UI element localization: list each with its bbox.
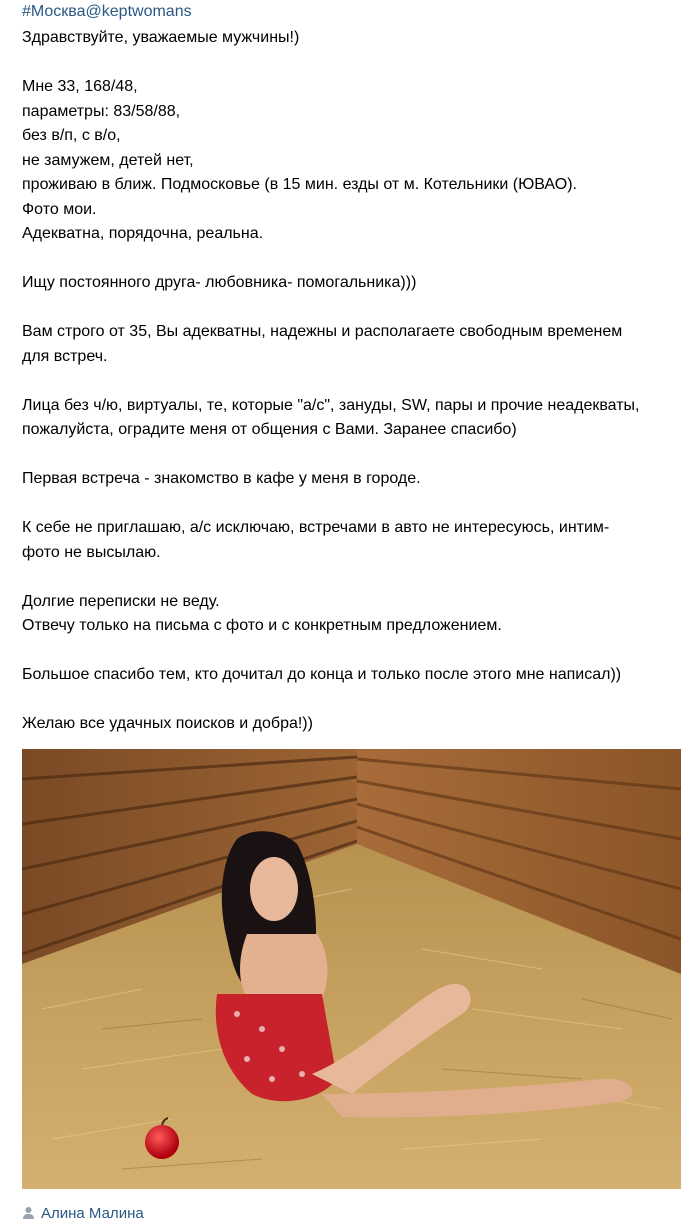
post-text-line: Отвечу только на письма с фото и с конкретным предложением. [22,617,502,634]
blank-line [22,443,682,468]
post-text-line: Лица без ч/ю, виртуалы, те, которые "а/с", зануды, SW, пары и прочие неадекваты, [22,396,640,414]
post-photo[interactable] [22,749,681,1189]
blank-line [22,565,682,590]
blank-line [22,688,682,713]
post-text-line: проживаю в ближ. Подмосковье (в 15 мин. езды от м. Котельники (ЮВАО). [22,176,577,193]
author-name: Алина Малина [41,1204,144,1222]
post-text-line: Долгие переписки не веду. [22,592,220,610]
post-text-line: Адекватна, порядочна, реальна. [22,225,264,242]
post-text-line: Фото мои. [22,200,97,218]
hashtag-link[interactable]: #Москва@keptwomans [22,3,192,20]
post-text-line: для встреч. [22,347,108,365]
post-text-line: пожалуйста, оградите меня от общения с Вами. Заранее спасибо) [22,421,517,438]
post-text-line: К себе не приглашаю, а/с исключаю, встречами в авто не интересуюсь, интим- [22,519,610,536]
user-icon [22,1206,35,1220]
blank-line [22,247,682,272]
post-text-line: не замужем, детей нет, [22,151,194,169]
post-text-line: Вам строго от 35, Вы адекватны, надежны и располагаете свободным временем [22,323,623,340]
author-link[interactable] [22,1202,144,1224]
blank-line [22,369,682,394]
post-text-line: Ищу постоянного друга- любовника- помогальника))) [22,274,417,291]
post-text-line: Мне 33, 168/48, [22,78,138,95]
blank-line [22,51,682,76]
blank-line [22,639,682,664]
post-text-line: параметры: 83/58/88, [22,102,181,120]
post-text-line: Большое спасибо тем, кто дочитал до конца и только после этого мне написал)) [22,666,622,683]
post-text-line: Желаю все удачных поисков и добра!)) [22,715,313,732]
blank-line [22,296,682,321]
post-text-line: без в/п, с в/о, [22,127,121,144]
post-text [22,26,682,737]
blank-line [22,492,682,517]
photo-image [22,749,681,1189]
post-text-line: фото не высылаю. [22,543,161,561]
post-text-line: Здравствуйте, уважаемые мужчины!) [22,29,300,46]
post-text-line: Первая встреча - знакомство в кафе у меня в городе. [22,470,421,487]
